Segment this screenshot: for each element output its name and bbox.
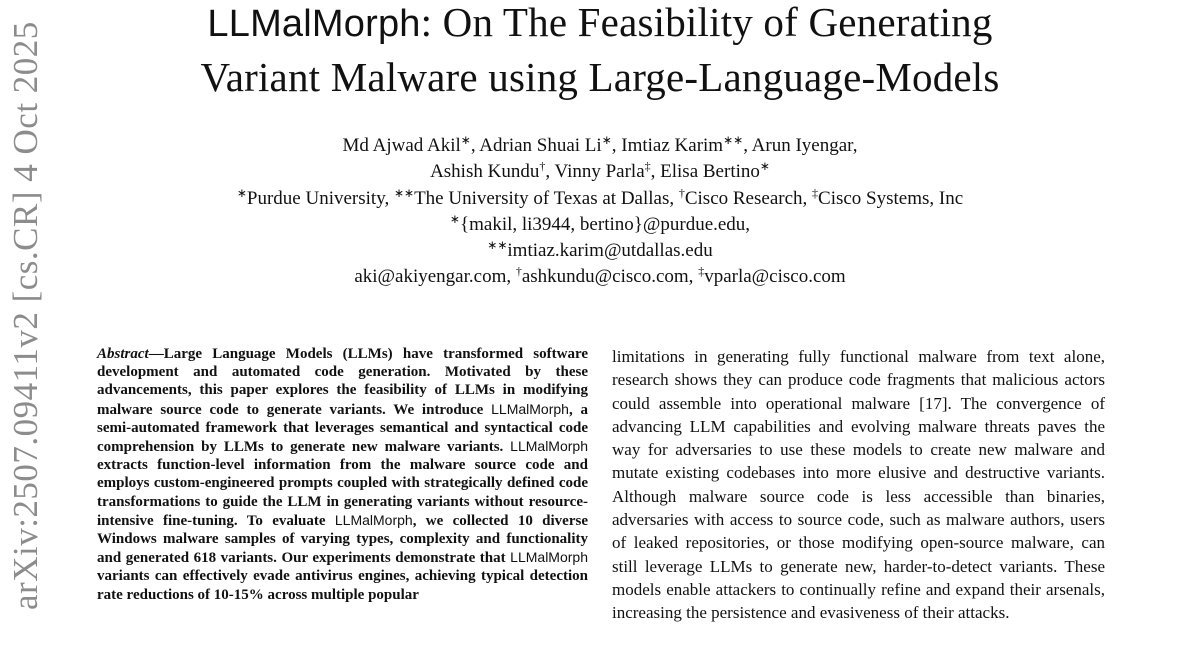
system-name: LLMalMorph bbox=[510, 438, 588, 455]
abstract-label: Abstract bbox=[97, 346, 149, 362]
author-name: , Elisa Bertino bbox=[650, 161, 760, 182]
affiliation-mark: ∗ bbox=[601, 133, 612, 147]
abstract-text: variants can effectively evade antivirus engines, achieving typical detection rate reductions of 10-15% across multiple popular bbox=[97, 568, 588, 603]
author-name: , Adrian Shuai Li bbox=[470, 135, 602, 156]
affiliation-mark: ∗∗ bbox=[723, 133, 744, 147]
authors-line-1 bbox=[0, 133, 1200, 159]
email-text: ashkundu@cisco.com, bbox=[521, 266, 699, 287]
authors-line-2 bbox=[0, 159, 1200, 185]
abstract-paragraph bbox=[97, 345, 588, 604]
paper-title-line-2: Variant Malware using Large-Language-Models bbox=[200, 54, 1000, 100]
email-text: {makil, li3944, bertino}@purdue.edu, bbox=[459, 214, 751, 235]
affiliation-mark: † bbox=[539, 159, 546, 173]
author-name: , Vinny Parla bbox=[545, 161, 645, 182]
abstract-block bbox=[97, 345, 588, 604]
affiliation-mark: ∗ bbox=[449, 212, 460, 226]
author-name: , Arun Iyengar, bbox=[743, 135, 858, 156]
abstract-text: , a semi-automated framework that leverages semantical and syntactical code comprehension by LLMs to generate new malware variants. bbox=[97, 401, 588, 456]
right-column bbox=[612, 345, 1105, 625]
abstract-text: , we collected 10 diverse Windows malware samples of varying types, complexity and functionality and generated 618 variants. Our experiments demonstrate that bbox=[97, 512, 588, 567]
affiliation-name: Cisco Systems, Inc bbox=[818, 188, 964, 209]
abstract-text: —Large Language Models (LLMs) have transformed software development and automated code generation. Motivated by these advancements, this paper explores the feasibility of LLMs in modifying malware source code to generate variants. We introduce bbox=[97, 346, 588, 418]
affiliation-mark: ∗∗ bbox=[487, 238, 508, 252]
affiliation-mark: ∗ bbox=[236, 186, 247, 200]
affiliation-mark: † bbox=[678, 186, 685, 200]
affiliation-mark: ‡ bbox=[644, 159, 651, 173]
author-name: Md Ajwad Akil bbox=[342, 135, 461, 156]
abstract-text: extracts function-level information from the malware source code and employs custom-engineered prompts coupled with strategically defined code transformations to guide the LLM in generating variants without resource-intensive fine-tuning. To evaluate bbox=[97, 457, 588, 529]
system-name: LLMalMorph bbox=[510, 549, 588, 566]
email-line-1 bbox=[0, 212, 1200, 238]
arxiv-identifier-stamp: arXiv:2507.09411v2 [cs.CR] 4 Oct 2025 bbox=[6, 21, 45, 610]
email-line-2 bbox=[0, 238, 1200, 264]
affiliation-mark: ∗ bbox=[460, 133, 471, 147]
author-name: , Imtiaz Karim bbox=[611, 135, 724, 156]
paper-title-line-1 bbox=[0, 0, 1200, 47]
author-name: Ashish Kundu bbox=[430, 161, 540, 182]
affiliation-mark: † bbox=[515, 264, 522, 278]
affiliation-name: Cisco Research, bbox=[684, 188, 813, 209]
title-line-1-rest: : On The Feasibility of Generating bbox=[420, 0, 993, 45]
affiliation-mark: ‡ bbox=[812, 186, 819, 200]
body-paragraph: limitations in generating fully functional malware from text alone, research shows they can produce code fragments that malicious actors could assemble into operational malware [17]. The convergence of advancing LLM capabilities and evolving malware threats paves the way for adversaries to use these models to create new malware and mutate existing codebases into more elusive and destructive variants. Although malware source code is less accessible than binaries, adversaries with access to source code, such as malware authors, users of leaked repositories, or those modifying open-source malware, can still leverage LLMs to generate new, harder-to-detect variants. These models enable attackers to continually refine and expand their arsenals, increasing the persistence and evasiveness of their attacks. bbox=[612, 347, 1105, 623]
email-text: aki@akiyengar.com, bbox=[354, 266, 516, 287]
email-text: imtiaz.karim@utdallas.edu bbox=[507, 240, 713, 261]
affiliations-line bbox=[0, 186, 1200, 212]
email-line-3 bbox=[0, 264, 1200, 290]
email-text: vparla@cisco.com bbox=[704, 266, 846, 287]
title-system-name: LLMalMorph bbox=[207, 3, 421, 45]
affiliation-name: The University of Texas at Dallas, bbox=[414, 188, 679, 209]
affiliation-name: Purdue University, bbox=[246, 188, 394, 209]
affiliation-mark: ∗ bbox=[759, 159, 770, 173]
system-name: LLMalMorph bbox=[334, 511, 413, 528]
affiliation-mark: ‡ bbox=[698, 264, 705, 278]
system-name: LLMalMorph bbox=[491, 400, 569, 417]
affiliation-mark: ∗∗ bbox=[393, 186, 415, 200]
